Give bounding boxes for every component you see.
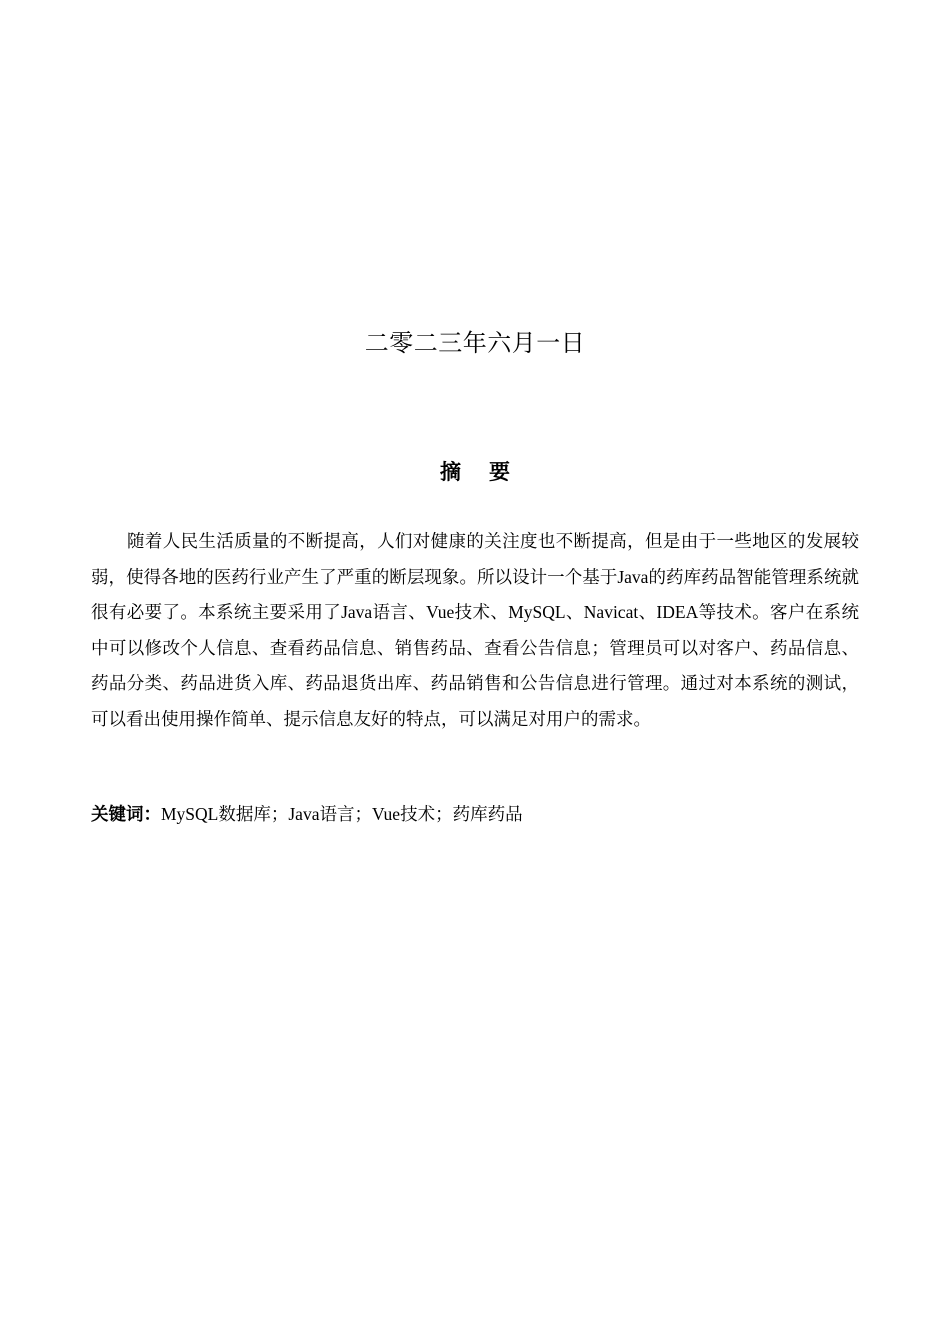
abstract-body: 随着人民生活质量的不断提高，人们对健康的关注度也不断提高，但是由于一些地区的发展较弱，使得各地的医药行业产生了严重的断层现象。所以设计一个基于Java的药库药品智能管理系统就很有必要了。本系统主要采用了Java语言、Vue技术、MySQL、Navicat、IDEA等技术。客户在系统中可以修改个人信息、查看药品信息、销售药品、查看公告信息；管理员可以对客户、药品信息、药品分类、药品进货入库、药品退货出库、药品销售和公告信息进行管理。通过对本系统的测试，可以看出使用操作简单、提示信息友好的特点，可以满足对用户的需求。: [91, 531, 859, 729]
cover-date: 二零二三年六月一日: [364, 331, 586, 357]
keywords-label: 关键词：: [91, 805, 161, 825]
abstract-heading: 摘要: [440, 460, 538, 484]
keywords-line: [91, 800, 859, 829]
keywords-text: MySQL数据库；Java语言；Vue技术；药库药品: [161, 804, 523, 824]
